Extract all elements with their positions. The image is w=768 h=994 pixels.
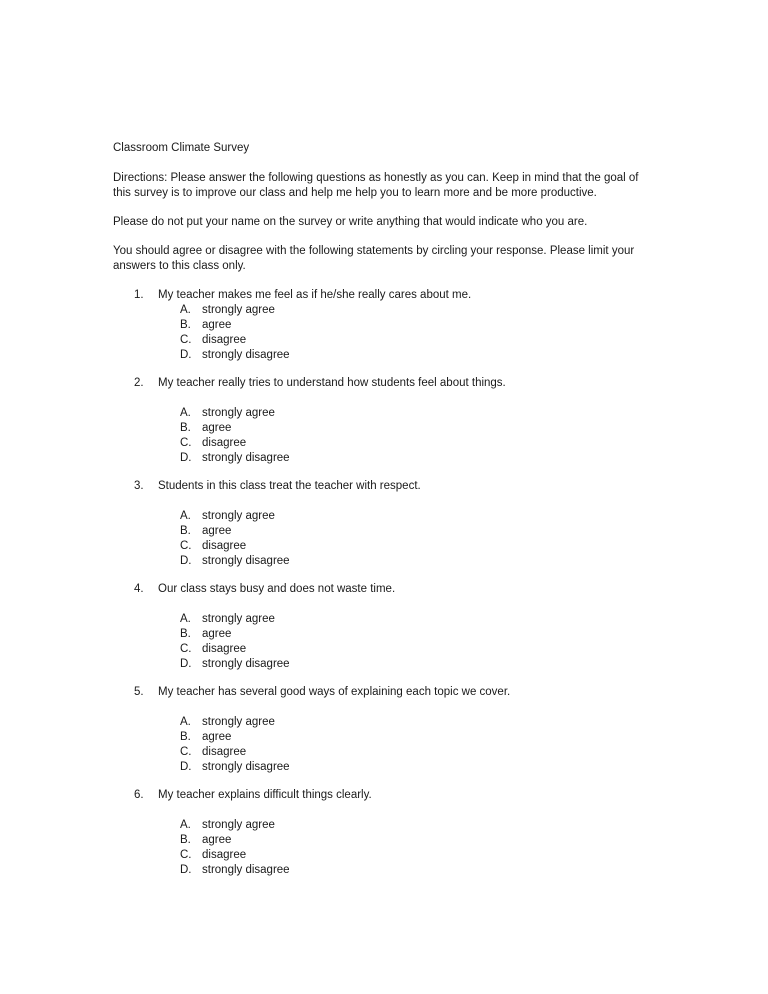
option-label: disagree xyxy=(202,334,247,346)
option-letter: A. xyxy=(180,819,191,831)
option-label: agree xyxy=(202,319,232,331)
question-3 xyxy=(113,479,653,569)
option-b xyxy=(180,627,653,642)
option-c xyxy=(180,848,653,863)
question-number: 2. xyxy=(134,377,144,389)
question-number: 1. xyxy=(134,289,144,301)
options-list xyxy=(113,406,653,466)
option-letter: B. xyxy=(180,422,191,434)
option-label: strongly agree xyxy=(202,613,275,625)
option-b xyxy=(180,421,653,436)
options-list xyxy=(113,509,653,569)
option-c xyxy=(180,333,653,348)
options-list xyxy=(113,715,653,775)
question-number: 3. xyxy=(134,480,144,492)
option-c xyxy=(180,745,653,760)
option-label: disagree xyxy=(202,437,247,449)
option-label: strongly disagree xyxy=(202,349,290,361)
option-letter: B. xyxy=(180,834,191,846)
options-list xyxy=(113,818,653,878)
option-a xyxy=(180,818,653,833)
option-label: strongly agree xyxy=(202,819,275,831)
question-text: Students in this class treat the teacher with respect. xyxy=(158,480,421,492)
option-label: strongly agree xyxy=(202,304,275,316)
question-text: My teacher has several good ways of explaining each topic we cover. xyxy=(158,686,511,698)
question-text: My teacher explains difficult things clearly. xyxy=(158,789,372,801)
option-a xyxy=(180,509,653,524)
question-number: 4. xyxy=(134,583,144,595)
option-letter: B. xyxy=(180,319,191,331)
option-letter: B. xyxy=(180,731,191,743)
question-6 xyxy=(113,788,653,878)
response-instructions-paragraph: You should agree or disagree with the following statements by circling your response. Please limit your answers to this class only. xyxy=(113,245,635,272)
option-label: strongly agree xyxy=(202,510,275,522)
option-label: disagree xyxy=(202,849,247,861)
option-b xyxy=(180,730,653,745)
option-letter: C. xyxy=(180,643,192,655)
option-label: disagree xyxy=(202,643,247,655)
document-title: Classroom Climate Survey xyxy=(113,142,250,154)
anonymity-paragraph: Please do not put your name on the survey or write anything that would indicate who you are. xyxy=(113,216,588,228)
option-label: disagree xyxy=(202,540,247,552)
question-text: Our class stays busy and does not waste time. xyxy=(158,583,396,595)
option-d xyxy=(180,863,653,878)
option-letter: B. xyxy=(180,525,191,537)
option-b xyxy=(180,318,653,333)
directions-paragraph: Directions: Please answer the following questions as honestly as you can. Keep in mind that the goal of this survey is to improve our class and help me help you to learn more and be more productive. xyxy=(113,172,639,199)
question-5 xyxy=(113,685,653,775)
question-2 xyxy=(113,376,653,466)
question-number: 6. xyxy=(134,789,144,801)
option-letter: B. xyxy=(180,628,191,640)
option-d xyxy=(180,760,653,775)
option-letter: C. xyxy=(180,334,192,346)
option-d xyxy=(180,348,653,363)
question-number: 5. xyxy=(134,686,144,698)
question-text: My teacher really tries to understand how students feel about things. xyxy=(158,377,506,389)
option-label: strongly disagree xyxy=(202,864,290,876)
option-letter: A. xyxy=(180,510,191,522)
option-d xyxy=(180,657,653,672)
option-letter: A. xyxy=(180,613,191,625)
option-letter: A. xyxy=(180,407,191,419)
option-label: strongly agree xyxy=(202,716,275,728)
option-a xyxy=(180,612,653,627)
option-label: strongly disagree xyxy=(202,658,290,670)
option-label: strongly disagree xyxy=(202,452,290,464)
option-b xyxy=(180,833,653,848)
option-letter: D. xyxy=(180,452,192,464)
option-label: agree xyxy=(202,525,232,537)
option-d xyxy=(180,451,653,466)
option-letter: C. xyxy=(180,849,192,861)
option-letter: A. xyxy=(180,304,191,316)
option-label: strongly agree xyxy=(202,407,275,419)
option-label: strongly disagree xyxy=(202,555,290,567)
option-letter: A. xyxy=(180,716,191,728)
question-text: My teacher makes me feel as if he/she really cares about me. xyxy=(158,289,472,301)
option-a xyxy=(180,303,653,318)
option-label: strongly disagree xyxy=(202,761,290,773)
option-c xyxy=(180,642,653,657)
option-letter: C. xyxy=(180,437,192,449)
option-c xyxy=(180,436,653,451)
option-letter: D. xyxy=(180,349,192,361)
option-label: agree xyxy=(202,731,232,743)
option-label: agree xyxy=(202,834,232,846)
option-a xyxy=(180,406,653,421)
option-label: disagree xyxy=(202,746,247,758)
option-label: agree xyxy=(202,628,232,640)
option-letter: C. xyxy=(180,540,192,552)
option-c xyxy=(180,539,653,554)
option-b xyxy=(180,524,653,539)
option-letter: D. xyxy=(180,555,192,567)
options-list xyxy=(113,612,653,672)
option-letter: D. xyxy=(180,864,192,876)
option-label: agree xyxy=(202,422,232,434)
option-a xyxy=(180,715,653,730)
option-d xyxy=(180,554,653,569)
question-4 xyxy=(113,582,653,672)
option-letter: D. xyxy=(180,761,192,773)
question-1 xyxy=(113,288,653,363)
options-list xyxy=(113,303,653,363)
option-letter: D. xyxy=(180,658,192,670)
option-letter: C. xyxy=(180,746,192,758)
